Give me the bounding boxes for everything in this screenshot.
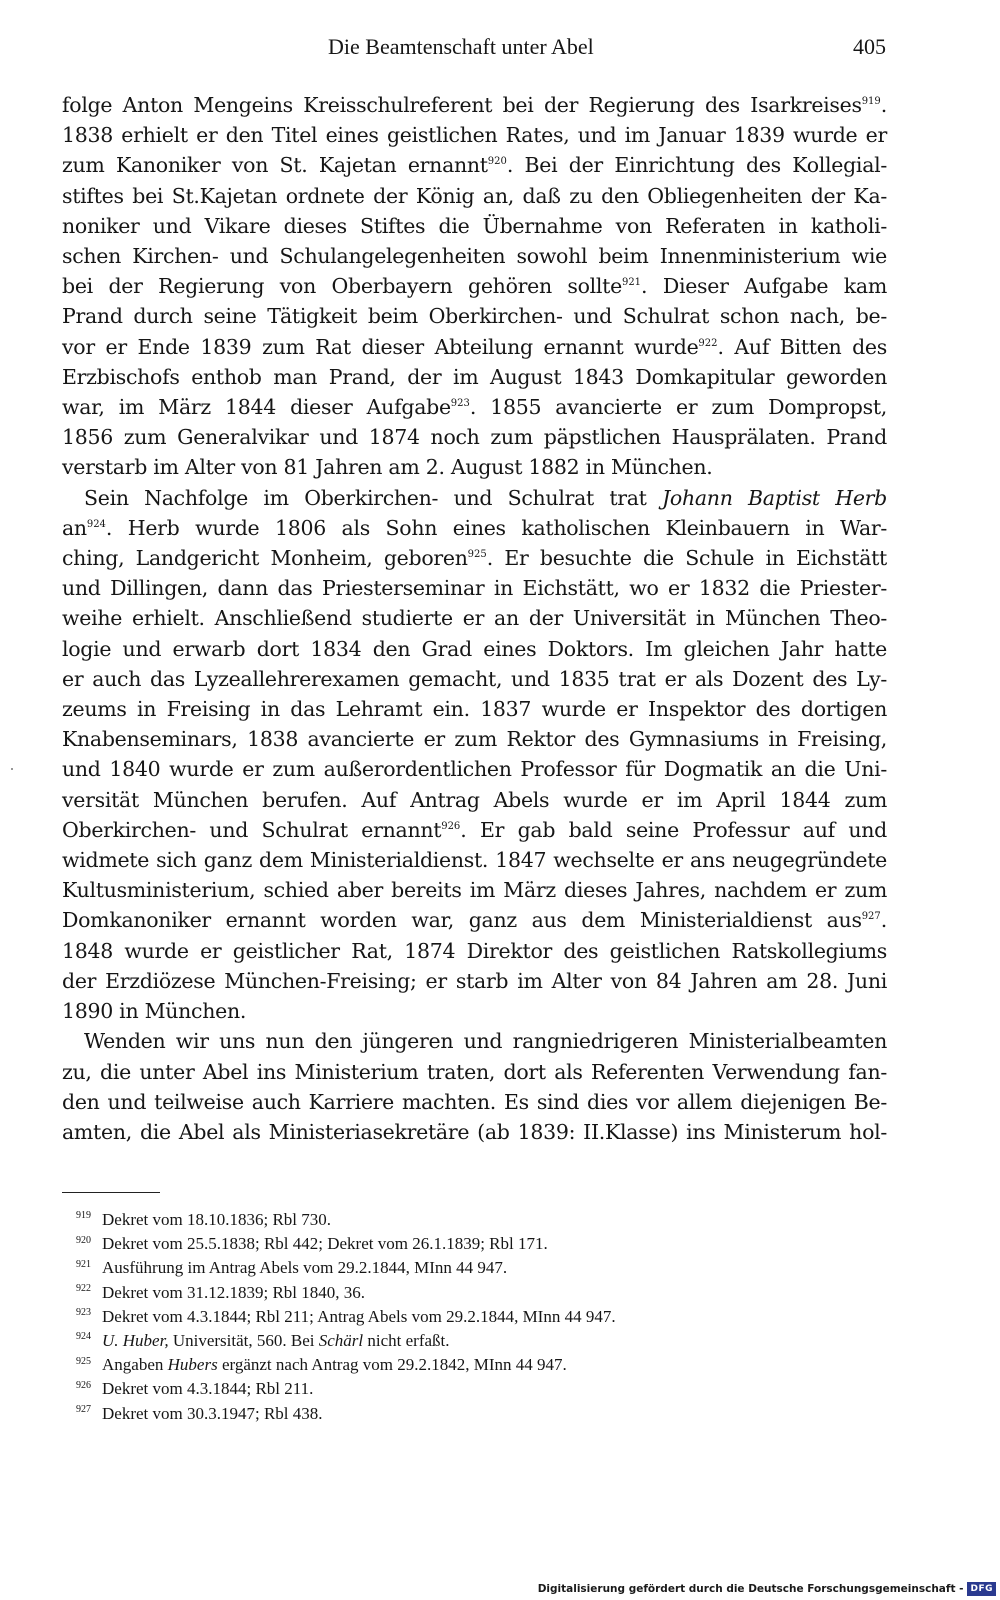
footnote-ref: 923	[450, 398, 470, 410]
text-line: der Erzdiözese München-Freising; er starb im Alter von 84 Jahren am 28. Juni	[62, 968, 887, 993]
footnote: 925 Angaben Hubers ergänzt nach Antrag vom 29.2.1842, MInn 44 947.	[76, 1355, 567, 1375]
text-line: ching, Landgericht Monheim, geboren$^{925}$. Er besuchte die Schule in Eichstätt	[62, 546, 887, 571]
text-line: folge Anton Mengeins Kreisschulreferent bei der Regierung des Isarkreises$^{919}$.	[62, 93, 887, 117]
footnote: 927 Dekret vom 30.3.1947; Rbl 438.	[76, 1403, 323, 1423]
text-line: er auch das Lyzeallehrerexamen gemacht, und 1835 trat er als Dozent des Ly-	[62, 666, 887, 691]
text-line: Prand durch seine Tätigkeit beim Oberkirchen- und Schulrat schon nach, be-	[62, 304, 887, 329]
text-line: Wenden wir uns nun den jüngeren und rangniedrigeren Ministerialbeamten	[84, 1029, 887, 1054]
footnote: 920 Dekret vom 25.5.1838; Rbl 442; Dekret vom 26.1.1839; Rbl 171.	[76, 1234, 548, 1254]
text-line: logie und erwarb dort 1834 den Grad eines Doktors. Im gleichen Jahr hatte	[62, 636, 887, 661]
text-line: verstarb im Alter von 81 Jahren am 2. August 1882 in München.	[62, 455, 713, 480]
dfg-logo: DFG	[967, 1582, 996, 1596]
text-line: Sein Nachfolge im Oberkirchen- und Schulrat trat Johann Baptist Herb	[84, 485, 887, 510]
scan-speck	[11, 768, 13, 770]
text-line: Knabenseminars, 1838 avancierte er zum Rektor des Gymnasiums in Freising,	[62, 727, 887, 752]
text-line: 1848 wurde er geistlicher Rat, 1874 Direktor des geistlichen Ratskollegiums	[62, 938, 887, 963]
paragraph-1	[62, 90, 887, 483]
body-text	[62, 90, 887, 1147]
footnote-ref: 924	[86, 519, 106, 531]
text-line: weihe erhielt. Anschließend studierte er an der Universität in München Theo-	[62, 606, 887, 631]
text-line: und 1840 wurde er zum außerordentlichen Professor für Dogmatik an die Uni-	[62, 757, 887, 782]
footnote-divider	[62, 1192, 160, 1193]
text-line: 1856 zum Generalvikar und 1874 noch zum päpstlichen Hausprälaten. Prand	[62, 425, 887, 450]
text-line: war, im März 1844 dieser Aufgabe$^{923}$. 1855 avancierte er zum Dompropst,	[62, 395, 887, 420]
page-number: 405	[853, 34, 886, 59]
digitization-credit	[538, 1581, 996, 1597]
text-line: 1838 erhielt er den Titel eines geistlichen Rates, und im Januar 1839 wurde er	[62, 123, 887, 148]
footnote: 926 Dekret vom 4.3.1844; Rbl 211.	[76, 1379, 314, 1399]
footnote-ref: 927	[861, 911, 881, 923]
footnote-ref: 925	[467, 549, 487, 561]
text-line: noniker und Vikare dieses Stiftes die Übernahme von Referaten in katholi-	[62, 213, 887, 238]
footnote-ref: 922	[698, 337, 718, 349]
running-head	[62, 34, 886, 64]
text-line: Erzbischofs enthob man Prand, der im August 1843 Domkapitular geworden	[62, 364, 887, 389]
running-title: Die Beamtenschaft unter Abel	[328, 34, 594, 59]
text-line: 1890 in München.	[62, 999, 247, 1024]
text-line: zum Kanoniker von St. Kajetan ernannt$^{920}$. Bei der Einrichtung des Kollegial-	[62, 153, 887, 178]
text-line: stiftes bei St.Kajetan ordnete der König an, daß zu den Obliegenheiten der Ka-	[62, 183, 887, 208]
footnotes	[62, 1208, 887, 1426]
paragraph-3	[62, 1026, 887, 1147]
text-line: an$^{924}$. Herb wurde 1806 als Sohn eines katholischen Kleinbauern in War-	[62, 515, 887, 540]
paragraph-2	[62, 483, 887, 1027]
text-line: vor er Ende 1839 zum Rat dieser Abteilung ernannt wurde$^{922}$. Auf Bitten des	[62, 334, 887, 359]
text-line: amten, die Abel als Ministeriasekretäre (ab 1839: II.Klasse) ins Ministerum hol-	[62, 1119, 887, 1144]
text-line: widmete sich ganz dem Ministerialdienst. 1847 wechselte er ans neugegründete	[62, 848, 887, 873]
person-name: Johann Baptist Herb	[662, 485, 887, 510]
text-line: Kultusministerium, schied aber bereits im März dieses Jahres, nachdem er zum	[62, 878, 887, 903]
footnote: 922 Dekret vom 31.12.1839; Rbl 1840, 36.	[76, 1282, 366, 1302]
text-line: zu, die unter Abel ins Ministerium traten, dort als Referenten Verwendung fan-	[62, 1059, 887, 1084]
footnote-ref: 926	[441, 821, 461, 833]
footnote-ref: 920	[487, 156, 507, 168]
footnote: 924 U. Huber, Universität, 560. Bei Schärl nicht erfaßt.	[76, 1331, 450, 1351]
text-line: und Dillingen, dann das Priesterseminar in Eichstätt, wo er 1832 die Priester-	[62, 576, 887, 601]
text-line: versität München berufen. Auf Antrag Abels wurde er im April 1844 zum	[62, 787, 887, 812]
footnote: 921 Ausführung im Antrag Abels vom 29.2.1844, MInn 44 947.	[76, 1258, 508, 1278]
footnote: 919 Dekret vom 18.10.1836; Rbl 730.	[76, 1210, 332, 1229]
text-line: den und teilweise auch Karriere machten. Es sind dies vor allem diejenigen Be-	[62, 1089, 887, 1114]
text-line: Oberkirchen- und Schulrat ernannt$^{926}$. Er gab bald seine Professur auf und	[62, 817, 887, 842]
footnote-ref: 921	[621, 277, 642, 289]
text-line: bei der Regierung von Oberbayern gehören sollte$^{921}$. Dieser Aufgabe kam	[62, 274, 887, 299]
text-line: Domkanoniker ernannt worden war, ganz aus dem Ministerialdienst aus$^{927}$.	[62, 908, 887, 933]
credit-text: Digitalisierung gefördert durch die Deutsche Forschungsgemeinschaft -	[537, 1583, 964, 1595]
text-line: schen Kirchen- und Schulangelegenheiten sowohl beim Innenministerium wie	[62, 244, 887, 269]
footnote-ref: 919	[861, 96, 881, 108]
text-line: zeums in Freising in das Lehramt ein. 1837 wurde er Inspektor des dortigen	[62, 697, 887, 722]
footnote: 923 Dekret vom 4.3.1844; Rbl 211; Antrag Abels vom 29.2.1844, MInn 44 947.	[76, 1306, 616, 1326]
